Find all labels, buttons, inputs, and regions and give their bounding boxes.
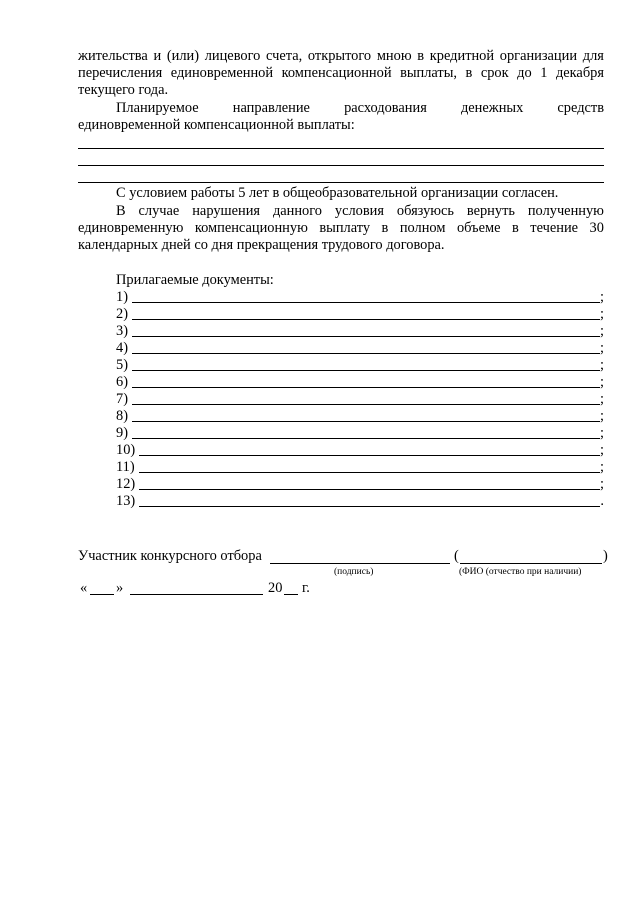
attachment-terminator: . xyxy=(600,493,604,509)
date-quote-close: » xyxy=(116,580,124,596)
date-year-prefix: 20 xyxy=(268,580,283,596)
attachment-item xyxy=(116,357,604,374)
attachment-blank-line xyxy=(132,421,600,422)
date-day-blank xyxy=(90,594,114,595)
attachment-blank-line xyxy=(132,302,600,303)
attachment-terminator: ; xyxy=(600,408,604,424)
word: кредитной xyxy=(429,48,495,64)
attachment-blank-line xyxy=(139,506,600,507)
attachment-number: 12) xyxy=(116,476,136,492)
paragraph-2-line-1 xyxy=(116,100,604,117)
word: условия xyxy=(334,203,384,219)
word: счета, xyxy=(266,48,303,64)
word: полученную xyxy=(527,203,604,219)
word: В xyxy=(116,203,126,219)
attachment-terminator: ; xyxy=(600,323,604,339)
attachment-number: 10) xyxy=(116,442,136,458)
word: денежных xyxy=(460,100,524,116)
word: 1 xyxy=(540,65,548,81)
word: мною xyxy=(376,48,412,64)
word: в xyxy=(417,48,425,64)
attachment-number: 7) xyxy=(116,391,128,407)
word: перечисления xyxy=(78,65,163,81)
attachment-item xyxy=(116,425,604,442)
attachment-blank-line xyxy=(132,353,600,354)
attachment-number: 2) xyxy=(116,306,128,322)
attachment-number: 9) xyxy=(116,425,128,441)
paragraph-4-line-3: календарных дней со дня прекращения трудового договора. xyxy=(78,237,445,253)
attachment-blank-line xyxy=(132,336,600,337)
word: в xyxy=(465,65,473,81)
attachment-item xyxy=(116,340,604,357)
attachment-number: 13) xyxy=(116,493,136,509)
word: единовременной xyxy=(170,65,274,81)
paragraph-1-line-3: текущего года. xyxy=(78,82,169,98)
word: организации xyxy=(499,48,578,64)
paragraph-1-line-1 xyxy=(78,48,604,65)
date-quote-open: « xyxy=(80,580,88,596)
word: выплату xyxy=(319,220,371,236)
signature-blank-line xyxy=(270,563,450,564)
attachment-blank-line xyxy=(139,489,600,490)
attachment-number: 4) xyxy=(116,340,128,356)
date-month-blank xyxy=(130,594,263,595)
paragraph-1-line-2 xyxy=(78,65,604,82)
attachment-terminator: ; xyxy=(600,374,604,390)
attachment-number: 5) xyxy=(116,357,128,373)
spending-blank-line-3 xyxy=(78,182,604,183)
word: и xyxy=(153,48,162,64)
word: расходования xyxy=(344,100,427,116)
attachment-blank-line xyxy=(132,404,600,405)
word: Планируемое xyxy=(116,100,199,116)
word: случае xyxy=(138,203,180,219)
attachment-item xyxy=(116,493,604,510)
word: до xyxy=(517,65,532,81)
name-paren-open: ( xyxy=(454,548,459,564)
date-year-suffix: г. xyxy=(302,580,310,596)
attachments-heading: Прилагаемые документы: xyxy=(116,272,274,288)
attachment-number: 11) xyxy=(116,459,135,475)
attachment-blank-line xyxy=(132,319,600,320)
word: полном xyxy=(399,220,446,236)
attachment-blank-line xyxy=(132,387,600,388)
word: обязуюсь xyxy=(396,203,454,219)
attachment-terminator: ; xyxy=(600,459,604,475)
word: средств xyxy=(557,100,604,116)
attachment-item xyxy=(116,289,604,306)
spending-blank-line-2 xyxy=(78,165,604,166)
attachment-blank-line xyxy=(132,370,600,371)
paragraph-3-line-1: С условием работы 5 лет в общеобразовательной организации согласен. xyxy=(116,185,559,201)
attachment-item xyxy=(116,408,604,425)
attachment-blank-line xyxy=(139,455,600,456)
paragraph-4-line-1 xyxy=(116,203,604,220)
attachment-item xyxy=(116,391,604,408)
signature-caption: (подпись) xyxy=(334,567,374,577)
word: нарушения xyxy=(192,203,261,219)
name-paren-close: ) xyxy=(603,548,608,564)
attachment-item xyxy=(116,374,604,391)
word: декабря xyxy=(555,65,604,81)
participant-label: Участник конкурсного отбора xyxy=(78,548,262,564)
name-caption: (ФИО (отчество при наличии) xyxy=(459,567,582,577)
attachment-number: 6) xyxy=(116,374,128,390)
attachment-terminator: ; xyxy=(600,442,604,458)
word: единовременную xyxy=(78,220,184,236)
word: срок xyxy=(480,65,509,81)
attachment-terminator: ; xyxy=(600,425,604,441)
attachment-number: 3) xyxy=(116,323,128,339)
attachment-blank-line xyxy=(139,472,600,473)
word: открытого xyxy=(307,48,372,64)
attachment-item xyxy=(116,476,604,493)
name-blank-line xyxy=(460,563,602,564)
attachment-terminator: ; xyxy=(600,340,604,356)
date-year-blank xyxy=(284,594,298,595)
attachment-terminator: ; xyxy=(600,391,604,407)
spending-blank-line-1 xyxy=(78,148,604,149)
attachment-number: 8) xyxy=(116,408,128,424)
attachment-blank-line xyxy=(132,438,600,439)
word: выплаты, xyxy=(400,65,457,81)
attachment-terminator: ; xyxy=(600,357,604,373)
word: объеме xyxy=(456,220,501,236)
attachment-number: 1) xyxy=(116,289,128,305)
word: в xyxy=(381,220,389,236)
attachment-item xyxy=(116,459,604,476)
word: (или) xyxy=(166,48,200,64)
attachment-terminator: ; xyxy=(600,289,604,305)
word: течение xyxy=(530,220,579,236)
word: в xyxy=(511,220,519,236)
attachment-terminator: ; xyxy=(600,306,604,322)
word: лицевого xyxy=(204,48,261,64)
attachment-item xyxy=(116,323,604,340)
paragraph-4-line-2 xyxy=(78,220,604,237)
paragraph-2-line-2: единовременной компенсационной выплаты: xyxy=(78,117,355,133)
word: компенсационную xyxy=(194,220,308,236)
word: жительства xyxy=(78,48,148,64)
word: для xyxy=(582,48,604,64)
attachment-item xyxy=(116,442,604,459)
word: данного xyxy=(272,203,322,219)
attachment-terminator: ; xyxy=(600,476,604,492)
word: вернуть xyxy=(466,203,515,219)
word: направление xyxy=(232,100,310,116)
word: 30 xyxy=(589,220,604,236)
attachment-item xyxy=(116,306,604,323)
word: компенсационной xyxy=(281,65,392,81)
